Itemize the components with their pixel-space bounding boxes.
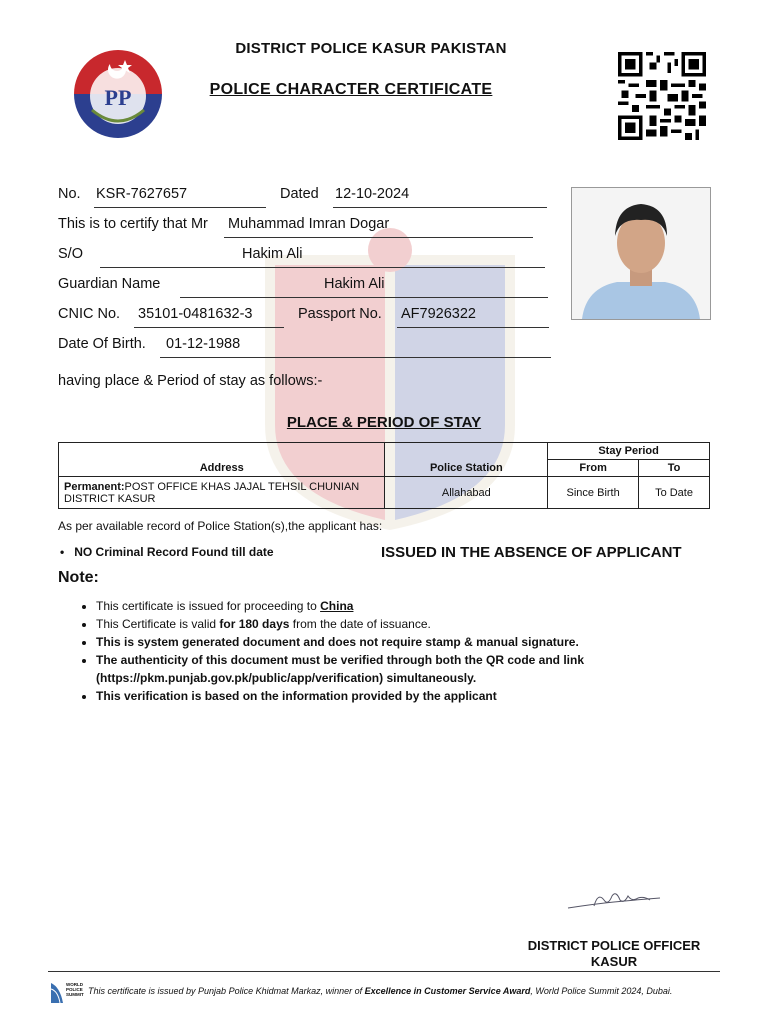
district-heading: DISTRICT POLICE KASUR PAKISTAN (235, 40, 507, 57)
signatory-title: DISTRICT POLICE OFFICER (527, 938, 701, 953)
col-station: Police Station (385, 443, 548, 477)
station-cell: Allahabad (385, 477, 548, 509)
no-underline (94, 207, 266, 208)
finding-text: NO Criminal Record Found till date (74, 545, 274, 559)
dated-underline (333, 207, 547, 208)
validity-period: for 180 days (219, 617, 290, 631)
passport-number: AF7926322 (401, 306, 476, 322)
dated-label: Dated (280, 186, 319, 202)
bullet: • (60, 545, 65, 559)
summit-emblem-icon (50, 981, 64, 1005)
note2-pre: This Certificate is valid (96, 617, 220, 631)
guardian-label: Guardian Name (58, 276, 161, 292)
applicant-photo (571, 187, 711, 320)
cnic-label: CNIC No. (58, 306, 121, 322)
record-intro: As per available record of Police Station(s),the applicant has: (58, 519, 383, 533)
no-label: No. (58, 186, 81, 202)
dob-label: Date Of Birth. (58, 336, 146, 352)
issue-date: 12-10-2024 (335, 186, 410, 202)
to-cell: To Date (639, 477, 710, 509)
certificate-number: KSR-7627657 (96, 186, 188, 202)
world-police-summit-logo (50, 981, 84, 1005)
stay-intro: having place & Period of stay as follows:- (58, 373, 323, 389)
address-cell (59, 477, 385, 509)
name-underline (224, 237, 533, 238)
footer-divider (48, 971, 720, 972)
stay-section-title: PLACE & PERIOD OF STAY (286, 414, 482, 431)
notes-list (58, 597, 696, 705)
footer-post: , World Police Summit 2024, Dubai. (530, 986, 673, 996)
signatory-district: KASUR (590, 954, 638, 969)
qr-code[interactable] (614, 52, 710, 140)
note-item (96, 597, 696, 615)
from-cell: Since Birth (548, 477, 639, 509)
father-name: Hakim Ali (242, 246, 303, 262)
footer-text (88, 986, 672, 996)
stay-table (58, 442, 710, 509)
note-item (96, 615, 696, 633)
col-address: Address (59, 443, 385, 477)
guardian-name: Hakim Ali (324, 276, 385, 292)
signature-image (564, 888, 664, 914)
so-underline (100, 267, 545, 268)
address-type: Permanent: (64, 480, 125, 493)
col-stay-period: Stay Period (548, 443, 710, 460)
note-item: • This verification is based on the information provided by the applicant (96, 687, 696, 705)
footer-pre: This certificate is issued by Punjab Police Khidmat Markaz, winner of (88, 986, 365, 996)
certify-label: This is to certify that Mr (58, 216, 208, 232)
summit-logo-text: WORLD POLICE SUMMIT (66, 982, 84, 997)
col-to: To (639, 460, 710, 477)
record-finding (60, 545, 274, 559)
address-text: POST OFFICE KHAS JAJAL TEHSIL CHUNIAN DISTRICT KASUR (64, 480, 360, 505)
applicant-name: Muhammad Imran Dogar (228, 216, 390, 232)
note-heading: Note: (58, 569, 99, 586)
absence-notice: ISSUED IN THE ABSENCE OF APPLICANT (381, 544, 682, 561)
passport-underline (397, 327, 549, 328)
dob-underline (160, 357, 551, 358)
date-of-birth: 01-12-1988 (166, 336, 241, 352)
svg-text:PP: PP (104, 85, 132, 110)
note2-post: from the date of issuance. (289, 617, 431, 631)
cnic-underline (134, 327, 284, 328)
note-item: • This is system generated document and does not require stamp & manual signature. (96, 633, 696, 651)
col-from: From (548, 460, 639, 477)
footer-award: Excellence in Customer Service Award (364, 986, 531, 996)
passport-label: Passport No. (298, 306, 382, 322)
cnic-number: 35101-0481632-3 (138, 306, 253, 322)
so-label: S/O (58, 246, 83, 262)
note1-text: This certificate is issued for proceeding to (96, 599, 321, 613)
guardian-underline (180, 297, 548, 298)
portrait-image (572, 188, 710, 319)
table-row (59, 477, 710, 509)
note-item: • The authenticity of this document must be verified through both the QR code and link (https://pkm.punjab.gov.pk/public/app/verification) simultaneously. (96, 651, 696, 687)
certificate-title: POLICE CHARACTER CERTIFICATE (209, 81, 493, 98)
destination-country: China (320, 599, 354, 613)
